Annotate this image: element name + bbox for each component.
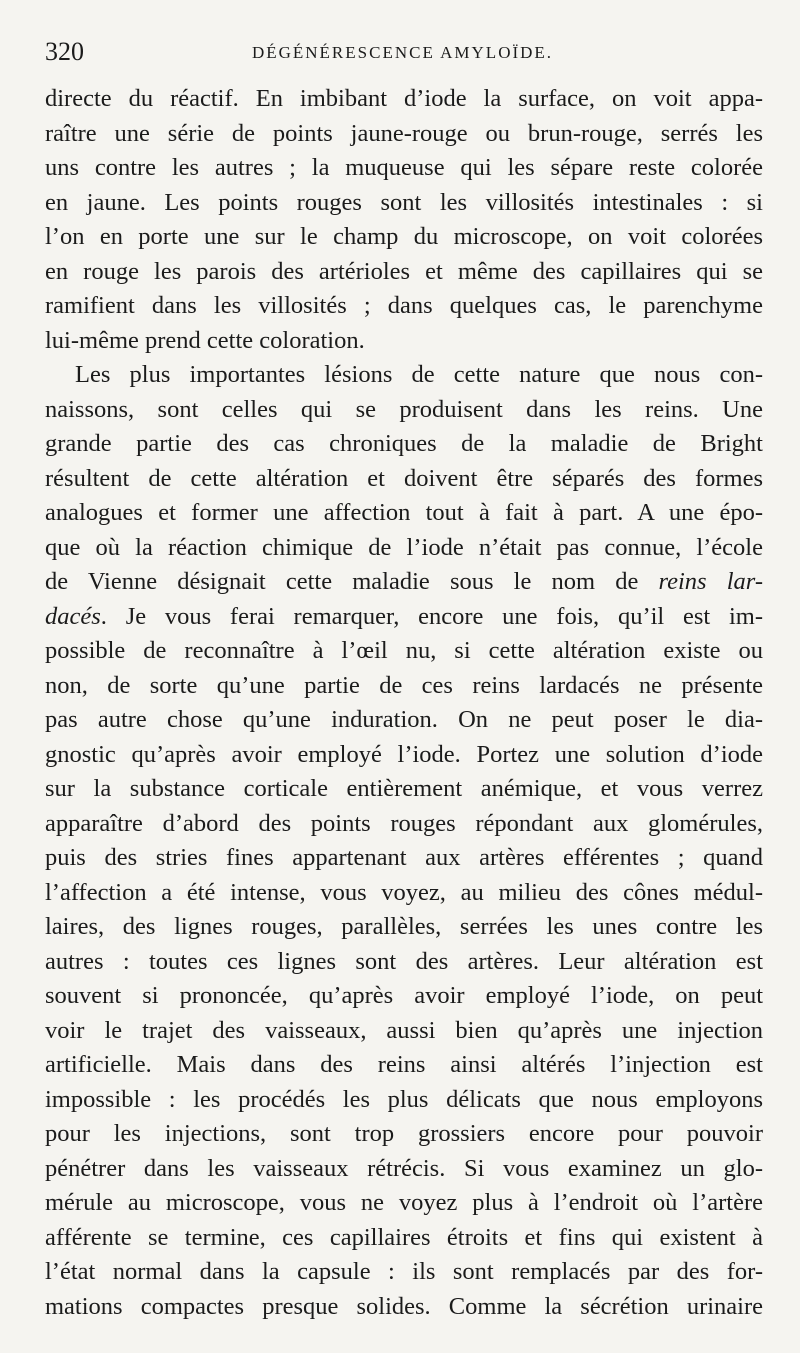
text-line: gnostic qu’après avoir employé l’iode. Portez une solution d’iode [45,740,763,768]
text-line: afférente se termine, ces capillaires étroits et fins qui existent à [45,1223,763,1251]
text-line: non, de sorte qu’une partie de ces reins lardacés ne présente [45,671,763,699]
text-run: . Je vous ferai remarquer, encore une fois, qu’il est im- [100,602,763,630]
text-line: en rouge les parois des artérioles et même des capillaires qui se [45,257,763,285]
text-line: l’on en porte une sur le champ du microscope, on voit colorées [45,223,763,250]
text-line: grande partie des cas chroniques de la maladie de Bright [45,430,763,457]
text-line: pas autre chose qu’une induration. On ne peut poser le dia- [45,706,763,733]
text-line: impossible : les procédés les plus délicats que nous employons [45,1085,763,1113]
text-line: mérule au microscope, vous ne voyez plus à l’endroit où l’artère [45,1189,763,1216]
running-title: DÉGÉNÉRESCENCE AMYLOÏDE. [251,43,554,62]
text-line: l’affection a été intense, vous voyez, au milieu des cônes médul- [45,878,763,906]
text-line [45,565,763,600]
text-line: pénétrer dans les vaisseaux rétrécis. Si vous examinez un glo- [45,1154,763,1182]
text-line: voir le trajet des vaisseaux, aussi bien qu’après une injection [45,1016,763,1044]
text-line: puis des stries fines appartenant aux artères efférentes ; quand [45,844,763,871]
text-line: apparaître d’abord des points rouges répondant aux glomérules, [45,809,763,837]
text-line: Les plus importantes lésions de cette nature que nous con- [75,361,763,388]
text-line: naissons, sont celles qui se produisent dans les reins. Une [45,395,763,423]
paragraph [45,358,763,1324]
page-header [45,34,760,70]
text-line: uns contre les autres ; la muqueuse qui les sépare reste colorée [45,154,763,181]
text-line: directe du réactif. En imbibant d’iode la surface, on voit appa- [45,85,763,112]
text-line: pour les injections, sont trop grossiers encore pour pouvoir [45,1120,763,1147]
text-line: artificielle. Mais dans des reins ainsi altérés l’injection est [45,1051,763,1078]
text-line: lui-même prend cette coloration. [45,326,365,354]
page-body [45,82,763,1324]
text-line: que où la réaction chimique de l’iode n’était pas connue, l’école [45,533,763,561]
text-line: l’état normal dans la capsule : ils sont remplacés par des for- [45,1258,763,1285]
text-run: de Vienne désignait cette maladie sous le nom de [45,568,659,595]
text-line: résultent de cette altération et doivent être séparés des formes [45,464,763,492]
text-line [45,600,763,635]
italic-term: dacés [45,602,101,630]
text-line: analogues et former une affection tout à fait à part. A une épo- [45,499,763,526]
text-line: possible de reconnaître à l’œil nu, si cette altération existe ou [45,637,763,664]
text-line: en jaune. Les points rouges sont les villosités intestinales : si [45,188,763,216]
page-number: 320 [45,37,84,66]
text-line: laires, des lignes rouges, parallèles, serrées les unes contre les [45,913,763,940]
text-line: souvent si prononcée, qu’après avoir employé l’iode, on peut [45,982,763,1009]
text-line: ramifient dans les villosités ; dans quelques cas, le parenchyme [45,292,763,319]
italic-term: reins lar- [658,568,763,595]
text-line: sur la substance corticale entièrement anémique, et vous verrez [45,775,763,802]
text-line: raître une série de points jaune-rouge ou brun-rouge, serrés les [45,119,763,147]
text-line: mations compactes presque solides. Comme la sécrétion urinaire [45,1292,763,1320]
paragraph [45,82,763,358]
text-line: autres : toutes ces lignes sont des artères. Leur altération est [45,947,763,975]
